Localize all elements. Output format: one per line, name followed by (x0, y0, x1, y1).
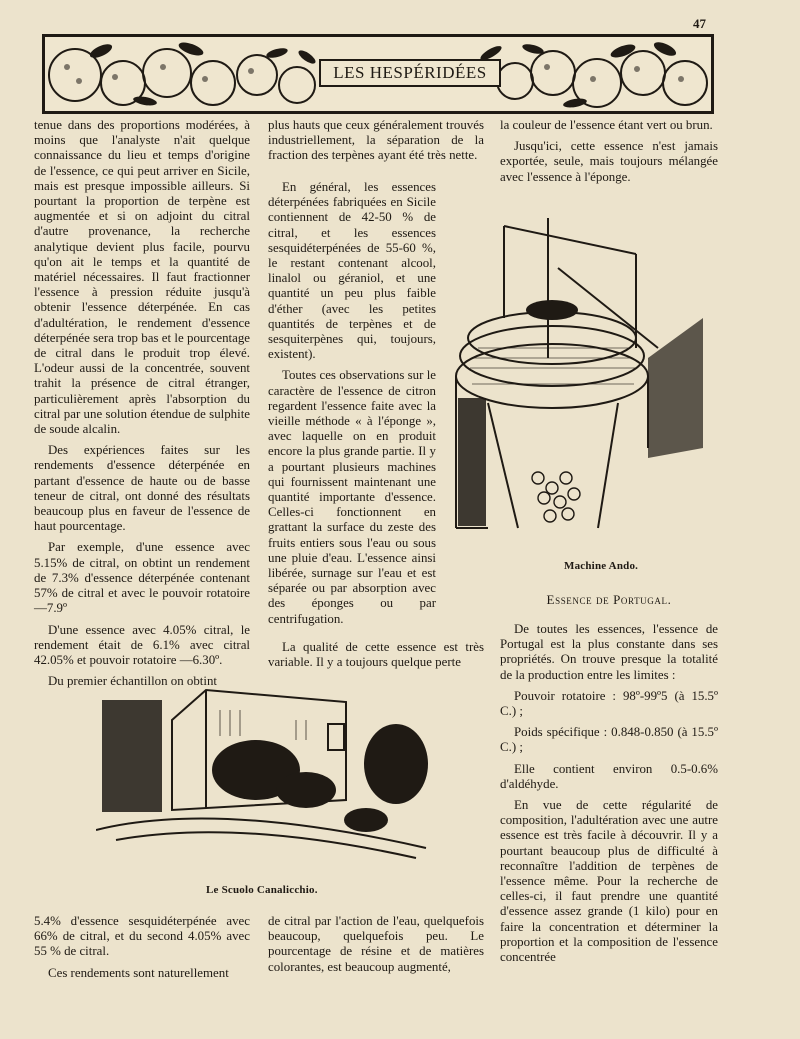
scuolo-caption: Le Scuolo Canalicchio. (206, 884, 318, 896)
paragraph: 5.4% d'essence sesquidéterpénée avec 66% de citral, et du second 4.05% avec 55 % de citral. (34, 914, 250, 959)
page-number: 47 (693, 16, 706, 31)
paragraph: Jusqu'ici, cette essence n'est jamais exportée, seule, mais toujours mélangée avec l'essence à l'éponge. (500, 139, 718, 184)
paragraph: Toutes ces observations sur le caractère de l'essence de citron regardent l'essence faite avec la vieille méthode « à l'éponge », avec laquelle on en produit encore la plus grande partie. Il y a pourtant plusieurs machines qui fournissent maintenant une quantité importante d'essence. Celles-ci fonctionnent en grattant la surface du zeste des fruits entiers sous l'eau ou sous une pluie d'eau. L'essence ainsi libérée, surnage sur l'eau et est séparée ou par absorption avec des éponges ou par centrifugation. (268, 368, 436, 626)
paragraph: De toutes les essences, l'essence de Portugal est la plus constante dans ses propriétés. On trouve presque la totalité de la production entre les limites : (500, 622, 718, 682)
paragraph: D'une essence avec 4.05% citral, le rendement était de 6.1% avec citral 42.05% et pouvoir rotatoire —6.30º. (34, 622, 250, 667)
paragraph: plus hauts que ceux généralement trouvés industriellement, la séparation de la fraction des terpènes ayant été très nette. (268, 118, 484, 163)
paragraph: Du premier échantillon on obtint (48, 674, 217, 689)
paragraph: En vue de cette régularité de composition, l'adultération avec une autre essence est très facile à découvrir. Il y a pourtant beaucoup plus de difficulté à reconnaître l'addition de terpènes de l'essence même. Pour la recherche de celles-ci, il faut prendre une quantité d'essence assez grande (1 kilo) pour en faire la concentration et déterminer la proportion et la composition de l'essence concentrée (500, 798, 718, 965)
header-title: LES HESPÉRIDÉES (319, 59, 501, 87)
machine-caption: Machine Ando. (564, 560, 639, 572)
machine-ando-illustration (448, 198, 708, 554)
middle-column-lower (268, 640, 484, 676)
scuolo-canalicchio-illustration (96, 680, 432, 866)
paragraph: Elle contient environ 0.5-0.6% d'aldéhyde. (500, 761, 718, 791)
right-column-lower (500, 622, 718, 971)
middle-column-narrow (268, 180, 436, 633)
paragraph: la couleur de l'essence étant vert ou brun. (500, 118, 713, 132)
bottom-left-column (34, 914, 250, 987)
left-column (34, 118, 250, 695)
section-title: Essence de Portugal. (546, 592, 672, 607)
bottom-middle-column (268, 914, 484, 981)
right-column (500, 118, 718, 191)
paragraph: Poids spécifique : 0.848-0.850 (à 15.5º C.) ; (500, 725, 718, 755)
paragraph: Des expériences faites sur les rendements d'essence déterpénée en partant d'essence de haute ou de basse teneur de citral, ont donné des résultats beaucoup plus en faveur de l'essence de haut pourcentage. (34, 443, 250, 534)
paragraph: Pouvoir rotatoire : 98º-99º5 (à 15.5º C.) ; (500, 688, 718, 719)
paragraph: Par exemple, d'une essence avec 5.15% de citral, on obtint un rendement de 7.3% d'essence déterpénée contenant 57% de citral et avec le pouvoir rotatoire —7.9º (34, 540, 250, 616)
paragraph: tenue dans des proportions modérées, à moins que l'analyste n'ait quelque connaissance du lieu et temps d'origine de l'essence, ce qui peut arriver en Sicile, mais est presque impossible ailleurs. Si pourtant la proportion de terpène est augmentée et si on adjoint du citral d'autre provenance, la recherche analytique devient plus facile, pourvu qu'on ait le temps et la quantité de matériel nécessaires. Il faut fractionner l'essence à pression réduite jusqu'à obtenir l'essence déterpénée. En cas d'adultération, le rendement d'essence déterpénée sera trop bas et le pourcentage de citral dans le produit trop élevé. L'odeur aussi de la concentrée, souvent trahit la présence de citral étranger, particulièrement après l'absorption du citral par une solution étendue de sulphite de soude alcalin. (34, 118, 250, 437)
decorative-header-band (42, 34, 714, 114)
paragraph: Ces rendements sont naturellement (48, 965, 229, 980)
middle-column (268, 118, 484, 170)
paragraph: La qualité de cette essence est très variable. Il y a toujours quelque perte (268, 640, 484, 670)
paragraph: de citral par l'action de l'eau, quelquefois beaucoup, quelquefois peu. Le pourcentage de résine et de matières colorantes, est beaucoup augmenté, (268, 914, 484, 974)
paragraph: En général, les essences déterpénées fabriquées en Sicile contiennent de 42-50 % de citral, et les essences sesquidéterpénées de 55-60 %, le restant contenant alcool, linalol ou géraniol, et une quantité un peu plus faible d'éther (avec les petites quantités de terpènes et de sesquiterpènes qui, toujours, existent). (268, 180, 436, 362)
